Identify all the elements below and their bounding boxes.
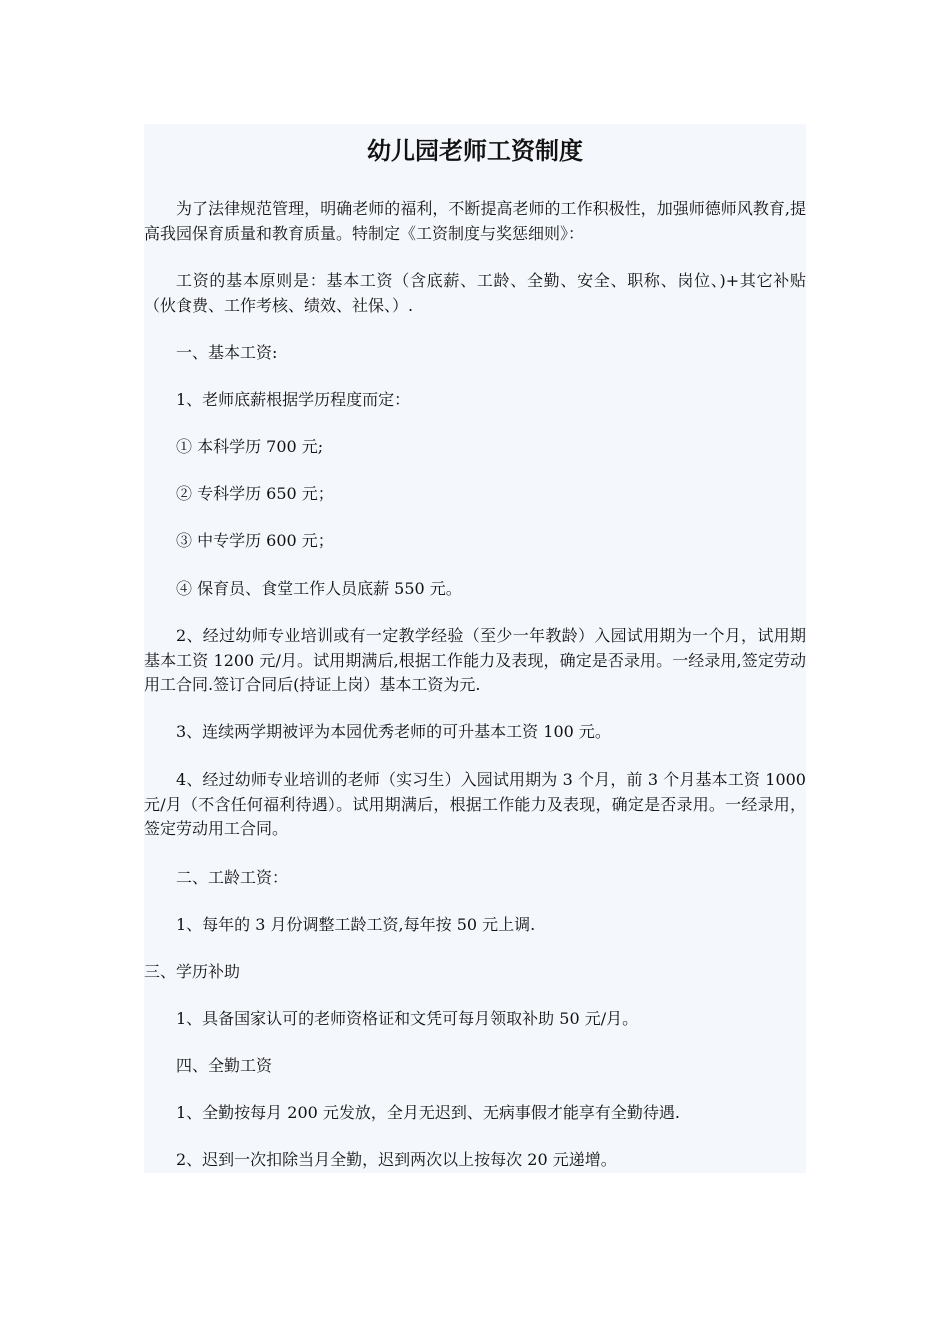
document-panel — [144, 124, 806, 1173]
paragraph-attendance-rule: 1、全勤按每月 200 元发放，全月无迟到、无病事假才能享有全勤待遇. — [176, 1103, 680, 1122]
list-item-staff: ④ 保育员、食堂工作人员底薪 550 元。 — [176, 579, 462, 598]
paragraph-seniority-rule: 1、每年的 3 月份调整工龄工资,每年按 50 元上调. — [176, 915, 536, 934]
paragraph-subsidy-rule: 1、具备国家认可的老师资格证和文凭可每月领取补助 50 元/月。 — [176, 1009, 639, 1028]
paragraph-intern: 4、经过幼师专业培训的老师（实习生）入园试用期为 3 个月，前 3 个月基本工资 1000 元/月（不含任何福利待遇）。试用期满后，根据工作能力及表现，确定是否录用。一经录用，签定劳动用工合同。 — [144, 770, 806, 838]
section-heading-seniority: 二、工龄工资： — [176, 868, 289, 887]
paragraph-base-pay-rule: 1、老师底薪根据学历程度而定： — [176, 390, 411, 409]
list-item-bachelor: ① 本科学历 700 元; — [176, 437, 324, 456]
section-heading-education-subsidy: 三、学历补助 — [144, 962, 241, 981]
paragraph-lateness-rule: 2、迟到一次扣除当月全勤，迟到两次以上按每次 20 元递增。 — [176, 1150, 617, 1169]
document-title: 幼儿园老师工资制度 — [367, 137, 583, 165]
section-heading-attendance: 四、全勤工资 — [176, 1056, 273, 1075]
list-item-secondary: ③ 中专学历 600 元； — [176, 531, 334, 550]
section-heading-basic-salary: 一、基本工资: — [176, 343, 278, 362]
paragraph-intro: 为了法律规范管理，明确老师的福利，不断提高老师的工作积极性，加强师德师风教育,提高我园保育质量和教育质量。特制定《工资制度与奖惩细则》： — [144, 199, 806, 243]
paragraph-excellent-teacher: 3、连续两学期被评为本园优秀老师的可升基本工资 100 元。 — [176, 722, 611, 741]
paragraph-principle: 工资的基本原则是：基本工资（含底薪、工龄、全勤、安全、职称、岗位、)+其它补贴（伙食费、工作考核、绩效、社保、）. — [144, 271, 806, 315]
paragraph-trial-period: 2、经过幼师专业培训或有一定教学经验（至少一年教龄）入园试用期为一个月，试用期基本工资 1200 元/月。试用期满后,根据工作能力及表现，确定是否录用。一经录用,签定劳动用工合同.签订合同后(持证上岗）基本工资为元. — [144, 626, 806, 694]
list-item-college: ② 专科学历 650 元； — [176, 484, 334, 503]
